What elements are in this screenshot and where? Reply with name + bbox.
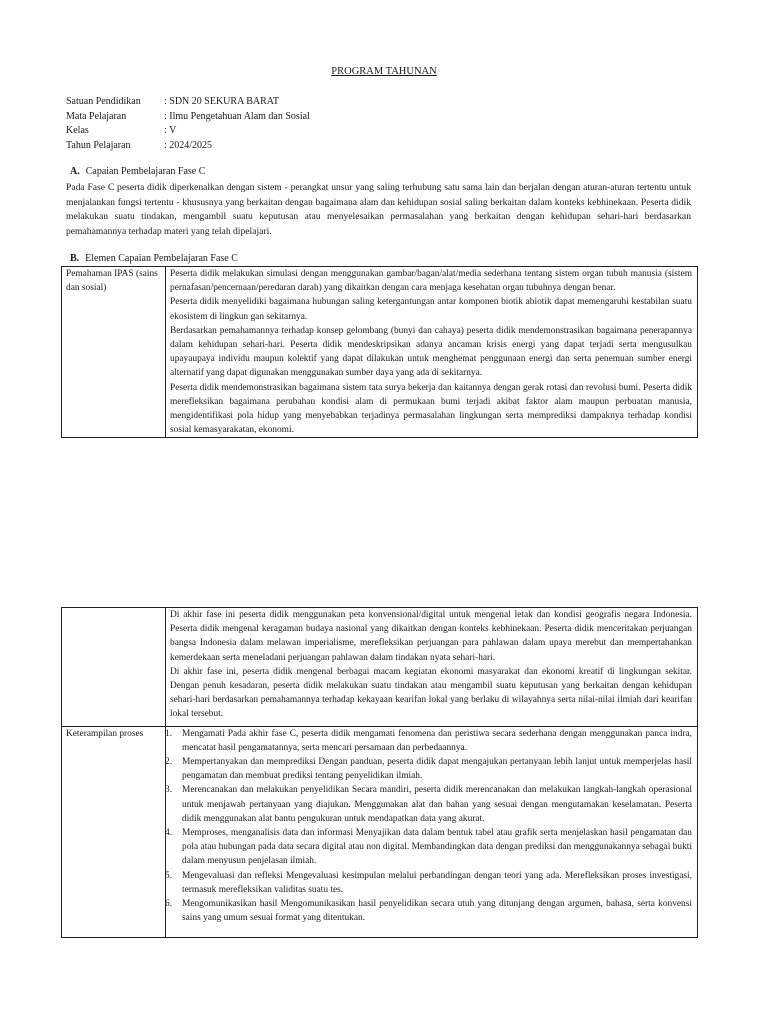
list-number: 1. [165, 728, 173, 739]
list-number: 3. [165, 785, 173, 796]
elements-table-2 [61, 607, 698, 938]
meta-row-subject [66, 110, 310, 125]
content-paragraph: Di akhir fase ini, peserta didik mengenal berbagai macam kegiatan ekonomi masyarakat dan ekonomi kreatif di lingkungan sekitar. Dengan penuh kesadaran, peserta didik melakukan suatu tindakan atau mengambil suatu keputusan yang berkaitan dengan kehidupan sehari-hari berdasarkan pemahamannya terhadap kekayaan kearifan lokal yang berlaku di wilayahnya serta nilai-nilai ilmiah dari kearifan lokal tersebut. [170, 666, 692, 720]
list-item-text: Mengevaluasi dan refleksi Mengevaluasi kesimpulan melalui perbandingan dengan teori yang ada. Merefleksikan proses investigasi, termasuk merefleksikan validitas suatu tes. [182, 870, 692, 895]
section-marker: A. [70, 166, 80, 177]
list-item [165, 826, 692, 869]
process-skills-list [165, 727, 692, 926]
meta-row-class [66, 124, 310, 139]
meta-row-school [66, 95, 310, 110]
list-number: 2. [165, 757, 173, 768]
meta-label: Mata Pelajaran [66, 110, 127, 122]
list-item [165, 897, 692, 925]
section-a-heading [70, 166, 205, 177]
table-row [62, 726, 698, 938]
content-paragraph: Peserta didik menyelidiki bagaimana hubungan saling ketergantungan antar komponen biotik abiotik dapat memengaruhi kestabilan suatu ekosistem di lingkun gan sekitarnya. [170, 297, 692, 322]
section-title: Capaian Pembelajaran Fase C [85, 166, 206, 177]
list-item [165, 783, 692, 826]
row-label [62, 608, 166, 727]
elements-table-1 [61, 266, 698, 438]
row-content [166, 608, 698, 727]
meta-label: Satuan Pendidikan [66, 96, 141, 107]
meta-value: : 2024/2025 [164, 139, 213, 151]
section-b-heading [70, 253, 238, 264]
meta-row-year [66, 139, 310, 154]
page-title: PROGRAM TAHUNAN [331, 66, 437, 77]
content-paragraph: Di akhir fase ini peserta didik menggunakan peta konvensional/digital untuk mengenal letak dan kondisi geografis negara Indonesia. Peserta didik mengenal keragaman budaya nasional yang dikaitkan dengan konteks kebhinekaan. Peserta didik menceritakan perjuangan bangsa Indonesia dalam melawan imperialisme, merefleksikan perjuangan para pahlawan dalam upaya merebut dan mempertahankan kemerdekaan serta meneladani perjuangan pahlawan dalam tindakan nyata sehari-hari. [170, 610, 692, 663]
row-content [166, 726, 698, 938]
list-item [165, 869, 692, 897]
row-label: Pemahaman IPAS (sains dan sosial) [62, 267, 166, 438]
section-title: Elemen Capaian Pembelajaran Fase C [85, 253, 238, 264]
table-row [62, 608, 698, 727]
row-content [166, 267, 698, 438]
content-paragraph: Peserta didik mendemonstrasikan bagaimana sistem tata surya bekerja dan kaitannya dengan gerak rotasi dan revolusi bumi. Peserta didik merefleksikan bagaimana perubahan kondisi alam di permukaan bumi terjadi akibat faktor alam maupun perbuatan manusia, mengidentifikasi pola hidup yang menyebabkan terjadinya permasalahan lingkungan serta memprediksi dampaknya terhadap kondisi sosial kemasyarakatan, ekonomi. [170, 382, 692, 436]
section-marker: B. [70, 253, 80, 264]
list-number: 5. [165, 870, 173, 881]
list-number: 6. [165, 899, 173, 910]
list-item [165, 755, 692, 783]
table-row [62, 267, 698, 438]
meta-label: Kelas [66, 125, 89, 136]
meta-label: Tahun Pelajaran [66, 139, 131, 151]
list-item-text: Mengamati Pada akhir fase C, peserta didik mengamati fenomena dan peristiwa secara sederhana dengan menggunakan panca indra, mencatat hasil pengamatannya, serta mencari persamaan dan perbedaannya. [182, 728, 692, 753]
list-item-text: Mempertanyakan dan memprediksi Dengan panduan, peserta didik dapat mengajukan pertanyaan lebih lanjut untuk memperjelas hasil pengamatan dan membuat prediksi tentang penyelidikan ilmiah. [182, 757, 692, 782]
meta-value: : Ilmu Pengetahuan Alam dan Sosial [164, 110, 310, 122]
list-item-text: Memproses, menganalisis data dan informasi Menyajikan data dalam bentuk tabel atau grafik serta menjelaskan hasil pengamatan dan pola atau hubungan pada data secara digital atau non digital. Membandingkan data dengan prediksi dan menggunakannya sebagai bukti dalam menyusun penjelasan ilmiah. [182, 828, 692, 867]
list-item-text: Mengomunikasikan hasil Mengomunikasikan hasil penyelidikan secara utuh yang ditunjang dengan argumen, bahasa, serta konvensi sains yang umum sesuai format yang ditentukan. [182, 899, 692, 924]
content-paragraph: Peserta didik melakukan simulasi dengan menggunakan gambar/bagan/alat/media sederhana tentang sistem organ tubuh manusia (sistem pernafasan/pencernaan/peredaran darah) yang dikaitkan dengan cara menjaga kesehatan organ tubuhnya dengan benar. [170, 269, 692, 294]
list-item [165, 727, 692, 755]
meta-value: : V [164, 125, 177, 136]
list-item-text: Merencanakan dan melakukan penyelidikan Secara mandiri, peserta didik merencanakan dan melakukan langkah-langkah operasional untuk menjawab pertanyaan yang diajukan. Menggunakan alat dan bahan yang sesuai dengan mengutamakan keselamatan. Peserta didik menggunakan alat bantu pengukuran untuk mendapatkan data yang akurat. [182, 785, 692, 824]
meta-value: : SDN 20 SEKURA BARAT [164, 96, 280, 107]
list-number: 4. [165, 828, 173, 839]
row-label: Keterampilan proses [62, 726, 166, 938]
identity-block [66, 95, 310, 153]
content-paragraph: Berdasarkan pemahamannya terhadap konsep gelombang (bunyi dan cahaya) peserta didik mendemonstrasikan bagaimana penerapannya dalam kehidupan sehari-hari. Peserta didik mendeskripsikan adanya ancaman krisis energi yang dapat terjadi serta mengusulkan upayaupaya individu maupun kolektif yang dapat dilakukan untuk menghemat penggunaan energi dan serta penemuan sumber energi alternatif yang dapat digunakan menggunakan sumber daya yang ada di sekitarnya. [170, 325, 692, 379]
section-a-paragraph: Pada Fase C peserta didik diperkenalkan dengan sistem - perangkat unsur yang saling terhubung satu sama lain dan berjalan dengan aturan-aturan tertentu untuk menjalankan fungsi tertentu - khususnya yang berkaitan dengan bagaimana alam dan kehidupan sosial saling berkaitan dalam konteks kebhinekaan. Peserta didik melakukan suatu tindakan, mengambil suatu keputusan atau menyelesaikan permasalahan yang berkaitan dengan kehidupan sehari-hari berdasarkan pemahamannya terhadap materi yang telah dipelajari. [66, 182, 691, 237]
